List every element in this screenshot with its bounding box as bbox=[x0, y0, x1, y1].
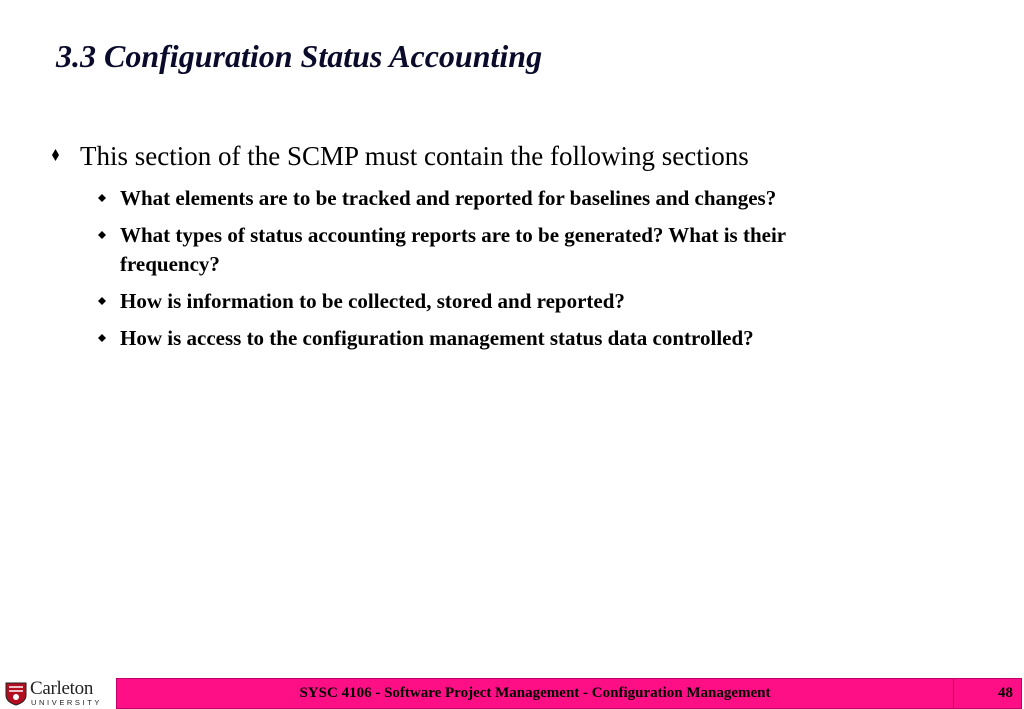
diamond-bullet-icon bbox=[98, 334, 106, 342]
sub-bullet-list bbox=[50, 184, 890, 353]
diamond-bullet-icon bbox=[98, 231, 106, 239]
main-bullet-text: This section of the SCMP must contain the following sections bbox=[80, 141, 749, 171]
diamond-bullet-icon bbox=[98, 194, 106, 202]
sub-bullet bbox=[98, 221, 890, 279]
sub-bullet bbox=[98, 184, 890, 213]
sub-bullet bbox=[98, 324, 890, 353]
sub-bullet-text: How is information to be collected, stored and reported? bbox=[120, 289, 625, 313]
sub-bullet-text: How is access to the configuration management status data controlled? bbox=[120, 326, 754, 350]
university-logo bbox=[0, 678, 116, 709]
course-text: SYSC 4106 - Software Project Management - Configuration Management bbox=[299, 685, 771, 701]
page-number: 48 bbox=[998, 685, 1013, 701]
logo-name: Carleton bbox=[30, 678, 94, 699]
diamond-bullet-icon bbox=[98, 297, 106, 305]
sub-bullet bbox=[98, 287, 890, 316]
diamond-bullet-icon bbox=[52, 149, 59, 161]
main-bullet bbox=[50, 138, 890, 174]
sub-bullet-text: What types of status accounting reports are to be generated? What is their frequency? bbox=[120, 223, 786, 276]
slide-title: 3.3 Configuration Status Accounting bbox=[56, 38, 543, 74]
bullet-list bbox=[50, 138, 890, 361]
footer bbox=[0, 678, 1024, 709]
logo-subtitle: UNIVERSITY bbox=[31, 698, 103, 707]
footer-bar bbox=[116, 678, 1022, 709]
crest-icon bbox=[5, 682, 27, 706]
sub-bullet-text: What elements are to be tracked and reported for baselines and changes? bbox=[120, 186, 777, 210]
